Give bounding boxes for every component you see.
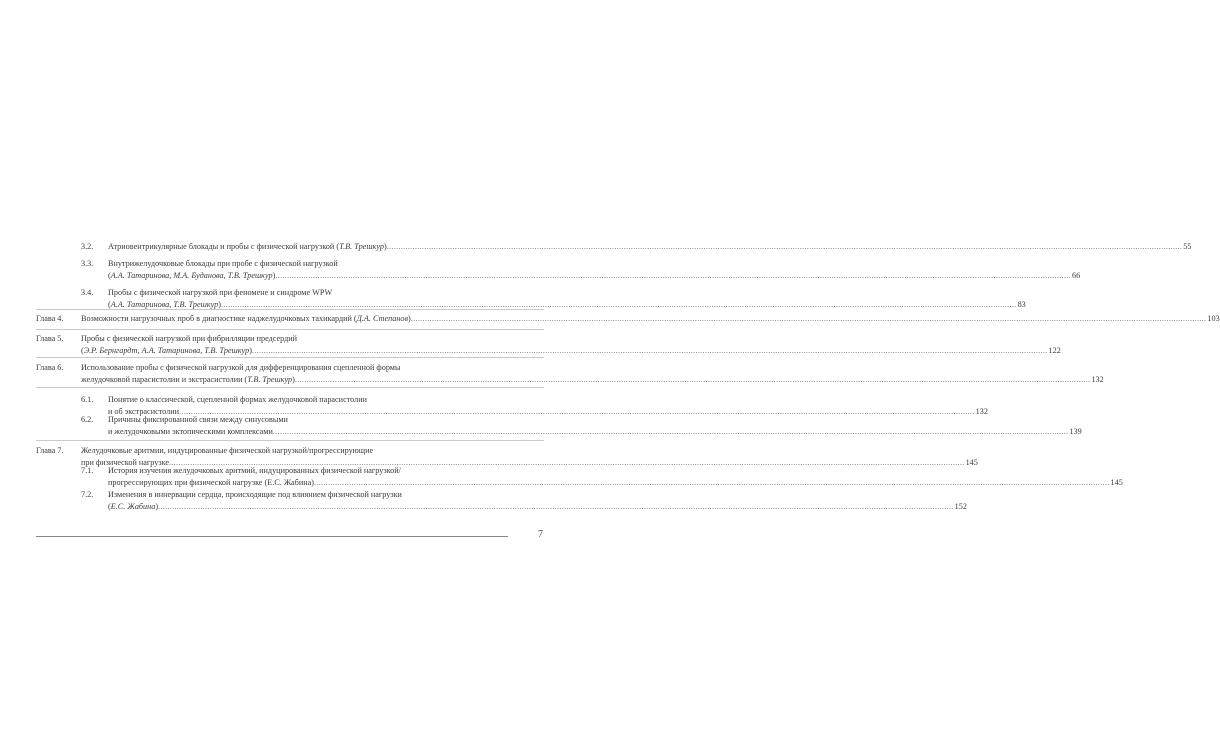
entry-title xyxy=(81,345,252,357)
entry-body xyxy=(81,333,1061,356)
dot-leader xyxy=(295,374,1091,386)
entry-text: История изучения желудочковых аритмий, индуцированных физической нагрузкой/ xyxy=(108,466,401,475)
entry-body xyxy=(108,465,1123,488)
entry-title xyxy=(108,414,288,426)
entry-page-number: 55 xyxy=(1183,242,1192,251)
entry-text: Возможности нагрузочных проб в диагностике наджелудочковых тахикардий ( xyxy=(81,314,357,323)
toc-section[interactable] xyxy=(36,241,1192,253)
entry-authors: Т.В. Трешкур xyxy=(339,242,384,251)
entry-title xyxy=(108,258,338,270)
entry-text: Пробы с физической нагрузкой при феномене и синдроме WPW xyxy=(108,288,333,297)
chapter-label: Глава 5. xyxy=(36,334,64,343)
entry-line xyxy=(108,501,967,513)
toc-section[interactable] xyxy=(36,414,1082,437)
section-number: 6.1. xyxy=(81,395,94,404)
entry-line xyxy=(108,241,1191,253)
entry-authors: Э.Р. Бернгардт, А.А. Татаринова, Т.В. Трешкур xyxy=(83,345,250,355)
entry-page-number: 103 xyxy=(1207,314,1220,323)
separator-line xyxy=(36,329,544,330)
entry-authors: Е.С. Жабина xyxy=(110,501,156,511)
entry-line xyxy=(81,362,1104,374)
entry-line xyxy=(108,477,1123,489)
entry-page-number: 139 xyxy=(1069,426,1082,436)
entry-text: Пробы с физической нагрузкой при фибрилляции предсердий xyxy=(81,334,298,343)
separator-line xyxy=(36,309,544,310)
entry-title xyxy=(81,362,400,374)
entry-text: ( xyxy=(108,501,111,511)
toc-chapter[interactable] xyxy=(36,362,1104,385)
entry-text-tail: ) xyxy=(272,270,276,280)
entry-text: Желудочковые аритмии, индуцированные физической нагрузкой/прогрессирующие xyxy=(81,446,374,455)
entry-title xyxy=(108,270,275,282)
entry-line xyxy=(108,287,1026,299)
entry-text: ( xyxy=(108,299,111,309)
entry-title xyxy=(81,313,411,325)
entry-title xyxy=(108,394,367,406)
entry-line xyxy=(108,394,988,406)
entry-title xyxy=(81,333,297,345)
entry-body xyxy=(108,489,967,512)
entry-line xyxy=(108,414,1082,426)
entry-text: прогрессирующих при физической нагрузке (Е.С. Жабина) xyxy=(108,477,314,487)
separator-line xyxy=(36,440,544,441)
toc-section[interactable] xyxy=(36,489,967,512)
entry-page-number: 145 xyxy=(965,457,978,467)
entry-title xyxy=(108,426,273,438)
entry-text-tail: ) xyxy=(383,242,387,251)
chapter-label: Глава 6. xyxy=(36,363,64,372)
entry-line xyxy=(81,374,1104,386)
dot-leader xyxy=(158,501,954,513)
entry-authors: А.А. Татаринова, Т.В. Трешкур xyxy=(110,299,219,309)
entry-title xyxy=(108,465,401,477)
dot-leader xyxy=(387,241,1183,253)
dot-leader xyxy=(314,477,1110,489)
section-number: 7.1. xyxy=(81,466,94,475)
entry-title xyxy=(81,374,295,386)
entry-body xyxy=(108,258,1080,281)
entry-line xyxy=(108,489,967,501)
entry-text: ( xyxy=(81,345,84,355)
entry-authors: Т.В. Трешкур xyxy=(247,374,293,384)
entry-body xyxy=(108,287,1026,310)
section-number: 6.2. xyxy=(81,415,94,424)
entry-text-tail: ) xyxy=(249,345,252,355)
entry-line xyxy=(108,465,1123,477)
entry-body xyxy=(81,362,1104,385)
entry-text-tail: ) xyxy=(155,501,159,511)
entry-page-number: 132 xyxy=(1091,374,1104,384)
entry-text: при физической нагрузке xyxy=(81,457,169,467)
entry-text: ( xyxy=(108,270,111,280)
entry-text: Причины фиксированной связи между синусовыми xyxy=(108,415,288,424)
entry-title xyxy=(108,477,314,489)
entry-text: и желудочковыми эктопическими комплексами xyxy=(108,426,273,436)
section-number: 7.2. xyxy=(81,490,94,499)
toc-section[interactable] xyxy=(36,465,1123,488)
entry-line xyxy=(108,258,1080,270)
entry-page-number: 152 xyxy=(954,501,967,511)
entry-line xyxy=(81,445,978,457)
entry-page-number: 83 xyxy=(1017,299,1026,309)
entry-title xyxy=(108,287,332,299)
toc-chapter[interactable] xyxy=(36,333,1061,356)
entry-text-tail: ) xyxy=(408,314,411,323)
footer-rule xyxy=(36,536,508,537)
section-number: 3.4. xyxy=(81,288,94,297)
section-number: 3.2. xyxy=(81,242,94,251)
entry-page-number: 122 xyxy=(1048,345,1061,355)
toc-chapter[interactable] xyxy=(36,313,1220,325)
entry-text-tail: ) xyxy=(218,299,221,309)
entry-text: Внутрижелудочковые блокады при пробе с физической нагрузкой xyxy=(108,259,338,268)
chapter-label: Глава 7. xyxy=(36,446,64,455)
entry-authors: Д.А. Степанов xyxy=(356,314,409,323)
dot-leader xyxy=(411,313,1207,325)
entry-body xyxy=(81,313,1220,325)
entry-text: желудочковой парасистолии и экстрасистолии ( xyxy=(81,374,248,384)
entry-page-number: 132 xyxy=(975,406,988,416)
toc-section[interactable] xyxy=(36,258,1081,281)
dot-leader xyxy=(272,270,1071,282)
entry-title xyxy=(81,445,373,457)
entry-text: Изменения в иннервации сердца, происходящие под влиянием физической нагрузки xyxy=(108,490,402,499)
entry-text: Использование пробы с физической нагрузкой для дифференцирования сцепленной формы xyxy=(81,363,401,372)
entry-text: Атриовентрикулярные блокады и пробы с физической нагрузкой ( xyxy=(108,242,340,251)
entry-title xyxy=(108,489,402,501)
entry-authors: А.А. Татаринова, М.А. Буданова, Т.В. Трешкур xyxy=(110,270,273,280)
entry-line xyxy=(108,426,1082,438)
entry-body xyxy=(108,241,1191,253)
entry-text-tail: ) xyxy=(292,374,295,384)
entry-line xyxy=(108,270,1080,282)
page-number: 7 xyxy=(538,529,543,540)
entry-title xyxy=(108,501,158,513)
entry-line xyxy=(81,345,1061,357)
dot-leader xyxy=(273,426,1069,438)
entry-line xyxy=(81,333,1061,345)
entry-page-number: 66 xyxy=(1071,270,1081,280)
separator-line xyxy=(36,357,544,358)
separator-line xyxy=(36,387,544,388)
section-number: 3.3. xyxy=(81,259,94,268)
entry-text: и об экстрасистолии xyxy=(108,406,180,416)
entry-body xyxy=(108,414,1082,437)
chapter-label: Глава 4. xyxy=(36,314,64,323)
entry-title xyxy=(108,241,387,253)
dot-leader xyxy=(252,345,1048,357)
entry-line xyxy=(81,313,1220,325)
entry-page-number: 145 xyxy=(1110,477,1123,487)
toc-section[interactable] xyxy=(36,287,1026,310)
entry-text: Понятие о классической, сцепленной формах желудочковой парасистолии xyxy=(108,395,368,404)
